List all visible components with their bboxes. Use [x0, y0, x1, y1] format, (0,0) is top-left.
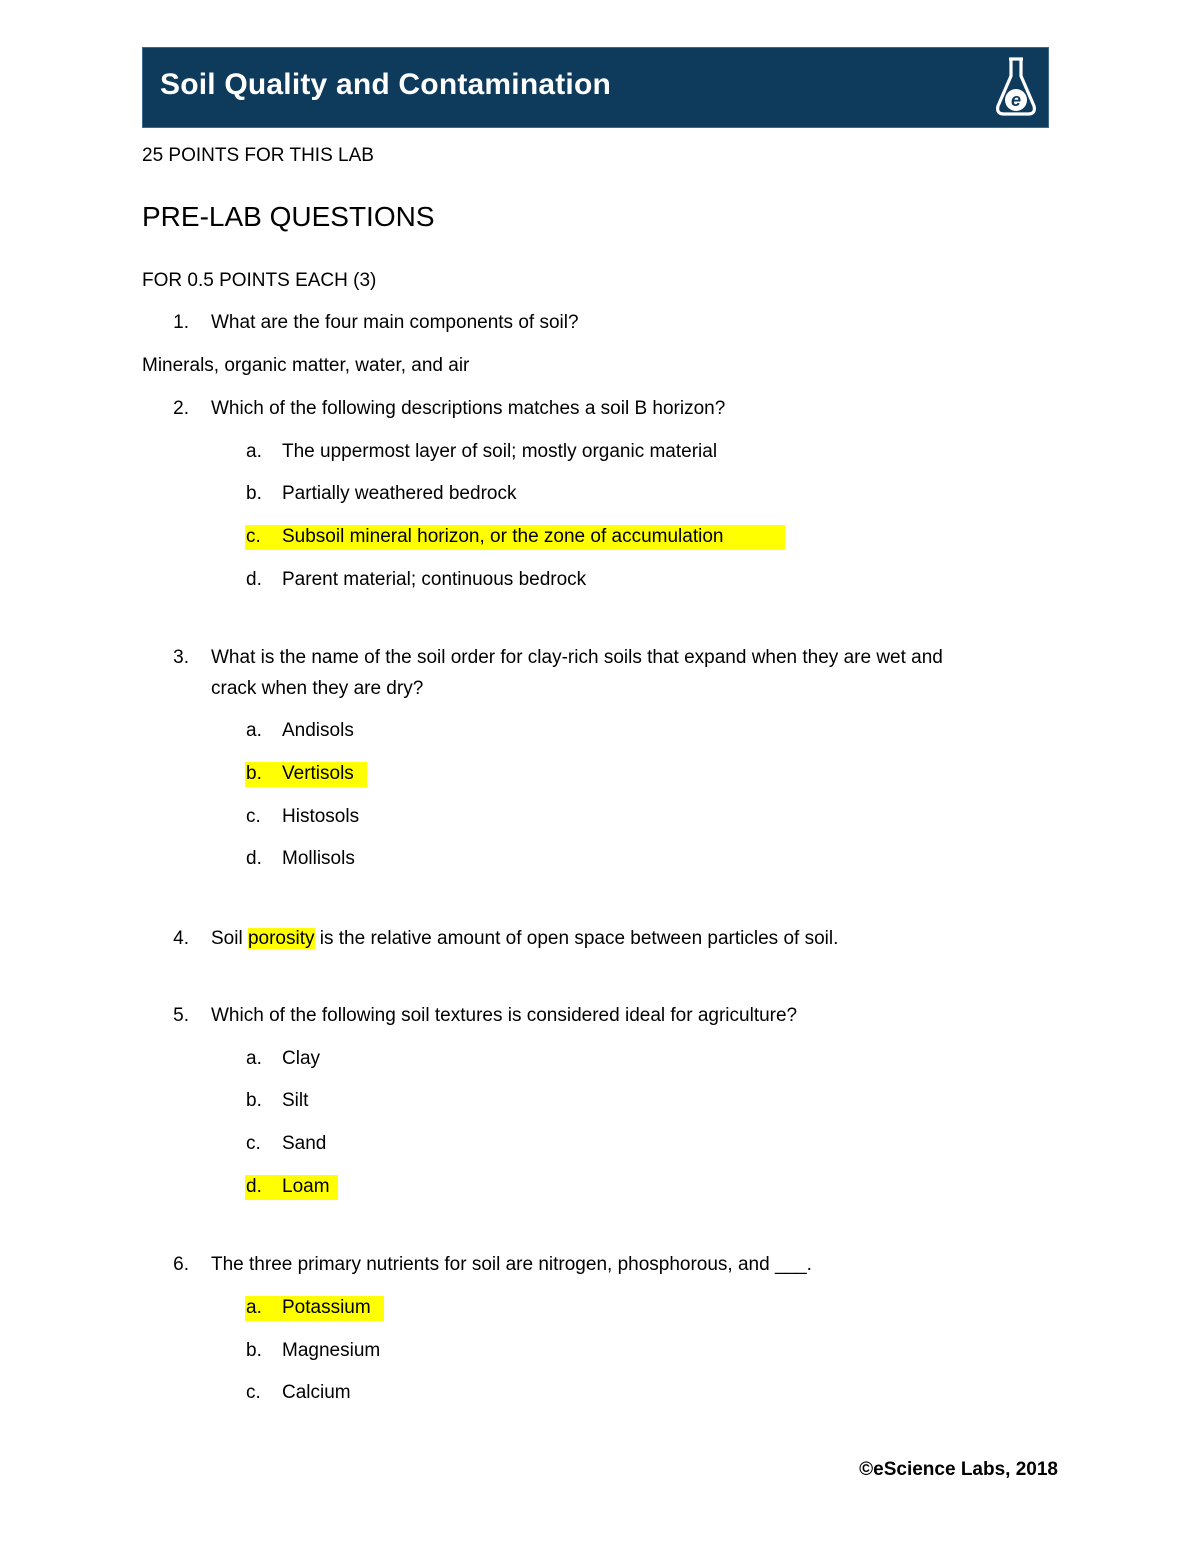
option-text: Silt	[282, 1090, 309, 1111]
option-letter: d.	[246, 569, 262, 590]
question-text	[211, 927, 838, 951]
option-text: Vertisols	[282, 763, 354, 784]
header-bar	[142, 47, 1049, 128]
document-title: Soil Quality and Contamination	[160, 68, 612, 101]
option-text: The uppermost layer of soil; mostly organic material	[282, 441, 718, 462]
question-number: 4.	[173, 928, 189, 949]
copyright-footer: ©eScience Labs, 2018	[859, 1459, 1058, 1480]
option-text: Histosols	[282, 806, 360, 827]
option-text: Calcium	[282, 1382, 351, 1403]
escience-flask-logo-icon	[992, 54, 1040, 122]
option-letter: c.	[246, 1382, 261, 1403]
option-letter: b.	[246, 483, 262, 504]
option-text: Magnesium	[282, 1340, 381, 1361]
option-letter: a.	[246, 1048, 262, 1069]
question-text-after: is the relative amount of open space between particles of soil.	[314, 928, 839, 949]
svg-text:e: e	[1010, 90, 1022, 110]
option-letter: d.	[246, 1176, 262, 1197]
option-text: Subsoil mineral horizon, or the zone of accumulation	[282, 526, 724, 547]
question-number: 5.	[173, 1005, 189, 1026]
option-letter: a.	[246, 441, 262, 462]
option-text: Potassium	[282, 1297, 371, 1318]
option-letter: a.	[246, 1297, 262, 1318]
points-total: 25 POINTS FOR THIS LAB	[142, 145, 374, 166]
points-each: FOR 0.5 POINTS EACH (3)	[142, 270, 377, 291]
option-letter: b.	[246, 1090, 262, 1111]
question-number: 2.	[173, 398, 189, 419]
question-text: Which of the following descriptions matches a soil B horizon?	[211, 398, 726, 419]
answer-highlighted: porosity	[247, 928, 315, 949]
question-number: 6.	[173, 1254, 189, 1275]
question-number: 1.	[173, 312, 189, 333]
option-text: Parent material; continuous bedrock	[282, 569, 587, 590]
question-text: What are the four main components of soil?	[211, 312, 579, 333]
option-letter: c.	[246, 806, 261, 827]
option-text: Loam	[282, 1176, 330, 1197]
question-number: 3.	[173, 647, 189, 668]
answer-1: Minerals, organic matter, water, and air	[142, 355, 470, 376]
option-text: Sand	[282, 1133, 327, 1154]
question-text: Which of the following soil textures is considered ideal for agriculture?	[211, 1005, 798, 1026]
option-letter: a.	[246, 720, 262, 741]
question-text: The three primary nutrients for soil are nitrogen, phosphorous, and ___.	[211, 1254, 812, 1275]
option-text: Mollisols	[282, 848, 355, 869]
question-text-before: Soil	[211, 928, 248, 949]
option-letter: b.	[246, 1340, 262, 1361]
section-title: PRE-LAB QUESTIONS	[142, 201, 435, 232]
option-text: Clay	[282, 1048, 321, 1069]
question-text: What is the name of the soil order for clay-rich soils that expand when they are wet and	[211, 647, 943, 668]
question-text: crack when they are dry?	[211, 678, 424, 699]
option-letter: c.	[246, 1133, 261, 1154]
option-letter: c.	[246, 526, 261, 547]
option-text: Partially weathered bedrock	[282, 483, 517, 504]
option-letter: d.	[246, 848, 262, 869]
option-letter: b.	[246, 763, 262, 784]
option-text: Andisols	[282, 720, 354, 741]
